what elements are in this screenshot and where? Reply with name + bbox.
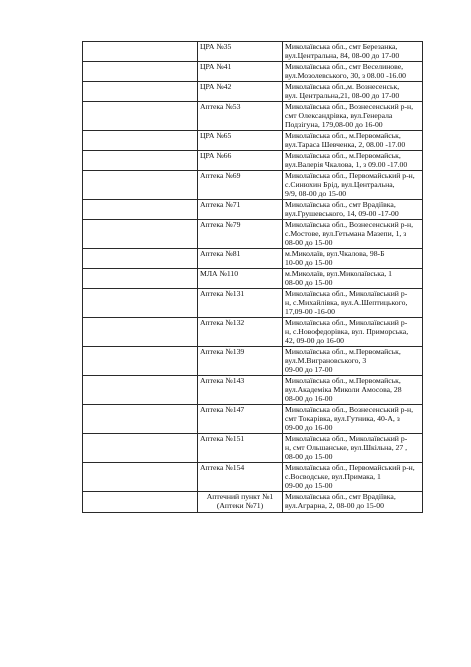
address-line: н, с.Михайлівка, вул.А.Шептицького, [285, 298, 408, 308]
address-line: м.Миколаїв, вул.Чкалова, 98-Б [285, 249, 385, 258]
number-cell [83, 269, 198, 289]
pharmacy-name: Аптека №143 [200, 376, 245, 385]
pharmacy-name: ЦРА №35 [200, 42, 232, 51]
number-cell [83, 82, 198, 102]
address-cell [283, 220, 423, 249]
address-line: с.Восводське, вул.Примака, 1 [285, 472, 381, 482]
table-row [83, 62, 423, 82]
address-line: Миколаївська обл., смт Веселинове, [285, 62, 404, 71]
pharmacy-name-cell [198, 269, 283, 289]
number-cell [83, 347, 198, 376]
address-line: вул.Центральна, 84, 08-00 до 17-00 [285, 51, 400, 61]
address-line: 9/9, 08-00 до 15-00 [285, 189, 347, 199]
address-line: смт Токарівка, вул.Гутника, 40-А, з [285, 414, 400, 424]
pharmacy-name: Аптека №81 [200, 249, 241, 258]
address-line: 08-00 до 15-00 [285, 278, 333, 288]
table-row [83, 151, 423, 171]
address-line: Миколаївська обл., м.Первомайськ, [285, 151, 401, 160]
address-line: Миколаївська обл., м.Первомайськ, [285, 376, 401, 385]
address-line: н, смт Ольшанське, вул.Шкільна, 27 , [285, 443, 408, 453]
address-line: вул.Академіка Миколи Амосова, 28 [285, 385, 402, 395]
pharmacy-name-cell [198, 318, 283, 347]
pharmacy-name: Аптека №132 [200, 318, 245, 327]
table-row [83, 42, 423, 62]
address-cell [283, 289, 423, 318]
table-row [83, 289, 423, 318]
number-cell [83, 151, 198, 171]
address-cell [283, 102, 423, 131]
pharmacy-name: Аптека №79 [200, 220, 241, 229]
number-cell [83, 62, 198, 82]
number-cell [83, 171, 198, 200]
address-cell [283, 269, 423, 289]
address-line: 17,09-00 -16-00 [285, 307, 335, 317]
address-line: Миколаївська обл., Миколаївський р- [285, 289, 408, 298]
pharmacy-name-cell [198, 347, 283, 376]
number-cell [83, 376, 198, 405]
pharmacy-name: Аптека №69 [200, 171, 241, 180]
address-line: вул.Грушевського, 14, 09-00 -17-00 [285, 209, 399, 219]
address-line: н, с.Новофедорівка, вул. Приморська, [285, 327, 409, 337]
number-cell [83, 42, 198, 62]
pharmacy-name: Аптека №147 [200, 405, 245, 414]
pharmacy-name-cell [198, 151, 283, 171]
address-line: Миколаївська обл., м.Первомайськ, [285, 131, 401, 140]
address-line: 09-00 до 16-00 [285, 423, 333, 433]
address-line: вул. Центральна,21, 08-00 до 17-00 [285, 91, 400, 101]
pharmacy-name-cell [198, 102, 283, 131]
address-line: Миколаївська обл.,м. Вознесенськ, [285, 82, 400, 91]
pharmacy-name: МЛА №110 [200, 269, 239, 278]
number-cell [83, 249, 198, 269]
number-cell [83, 463, 198, 492]
pharmacy-name: ЦРА №42 [200, 82, 232, 91]
number-cell [83, 434, 198, 463]
address-line: м.Миколаїв, вул.Миколаївська, 1 [285, 269, 392, 278]
address-line: 10-00 до 15-00 [285, 258, 333, 268]
number-cell [83, 492, 198, 513]
address-line: вул.Мозолевського, 30, з 08.00 -16.00 [285, 71, 407, 81]
pharmacy-name: ЦРА №65 [200, 131, 232, 140]
address-line: Миколаївська обл., Вознесенський р-н, [285, 405, 414, 414]
pharmacy-name-cell [198, 42, 283, 62]
table-row [83, 171, 423, 200]
pharmacy-name-cell [198, 376, 283, 405]
address-line: смт Олександрівка, вул.Генерала [285, 111, 393, 121]
address-line: Миколаївська обл., Миколаївський р- [285, 318, 408, 327]
pharmacy-name-cell [198, 131, 283, 151]
pharmacy-name: Аптечний пункт №1 (Аптеки №71) [206, 492, 274, 511]
number-cell [83, 289, 198, 318]
pharmacy-name-cell [198, 492, 283, 513]
address-line: 09-00 до 15-00 [285, 481, 333, 491]
address-cell [283, 463, 423, 492]
address-cell [283, 62, 423, 82]
number-cell [83, 200, 198, 220]
pharmacy-name: Аптека №71 [200, 200, 241, 209]
address-line: Миколаївська обл., м.Первомайськ, [285, 347, 401, 356]
table-row [83, 405, 423, 434]
number-cell [83, 102, 198, 131]
table-row [83, 492, 423, 513]
table-row [83, 82, 423, 102]
pharmacy-name: Аптека №154 [200, 463, 245, 472]
address-line: Миколаївська обл., Миколаївський р- [285, 434, 408, 443]
address-line: Миколаївська обл., смт Врадіївка, [285, 492, 396, 501]
pharmacy-name: Аптека №139 [200, 347, 245, 356]
address-line: Миколаївська обл., Вознесенський р-н, [285, 102, 414, 111]
pharmacy-table-body [83, 42, 423, 513]
table-row [83, 269, 423, 289]
address-cell [283, 347, 423, 376]
address-line: 09-00 до 17-00 [285, 365, 333, 375]
number-cell [83, 220, 198, 249]
number-cell [83, 131, 198, 151]
address-line: Миколаївська обл., Первомайський р-н, [285, 463, 415, 472]
pharmacy-name-cell [198, 220, 283, 249]
address-cell [283, 200, 423, 220]
address-cell [283, 376, 423, 405]
address-cell [283, 434, 423, 463]
pharmacy-name-cell [198, 434, 283, 463]
address-cell [283, 249, 423, 269]
pharmacy-name: Аптека №131 [200, 289, 245, 298]
address-line: вул.Аграрна, 2, 08-00 до 15-00 [285, 501, 384, 511]
address-cell [283, 151, 423, 171]
address-line: вул.Валерія Чкалова, 1, з 09.00 -17.00 [285, 160, 408, 170]
pharmacy-name-cell [198, 289, 283, 318]
address-line: вул.М.Виграновського, 3 [285, 356, 367, 366]
address-line: Миколаївська обл., Первомайський р-н, [285, 171, 415, 180]
table-row [83, 131, 423, 151]
number-cell [83, 405, 198, 434]
address-line: Миколаївська обл., смт Березанка, [285, 42, 398, 51]
number-cell [83, 318, 198, 347]
address-line: 08-00 до 15-00 [285, 238, 333, 248]
pharmacy-name-cell [198, 200, 283, 220]
address-line: 42, 09-00 до 16-00 [285, 336, 345, 346]
pharmacy-name: Аптека №53 [200, 102, 241, 111]
address-cell [283, 42, 423, 62]
address-line: с.Синюхин Брід, вул.Центральна, [285, 180, 395, 190]
pharmacy-name-cell [198, 171, 283, 200]
address-line: 08-00 до 15-00 [285, 452, 333, 462]
address-cell [283, 492, 423, 513]
address-line: 08-00 до 16-00 [285, 394, 333, 404]
address-line: Миколаївська обл., Вознесенський р-н, [285, 220, 414, 229]
pharmacy-table [82, 41, 423, 513]
address-line: вул.Тараса Шевченка, 2, 08.00 -17.00 [285, 140, 406, 150]
table-row [83, 220, 423, 249]
table-row [83, 347, 423, 376]
pharmacy-name: ЦРА №66 [200, 151, 232, 160]
table-row [83, 318, 423, 347]
address-cell [283, 171, 423, 200]
address-line: Подзігуна, 179,08-00 до 16-00 [285, 120, 383, 130]
address-line: с.Мостове, вул.Гетьмана Мазепи, 1, з [285, 229, 407, 239]
table-row [83, 376, 423, 405]
address-cell [283, 318, 423, 347]
pharmacy-name-cell [198, 249, 283, 269]
table-row [83, 463, 423, 492]
pharmacy-name-cell [198, 82, 283, 102]
address-cell [283, 82, 423, 102]
address-cell [283, 405, 423, 434]
table-row [83, 102, 423, 131]
table-row [83, 249, 423, 269]
table-row [83, 200, 423, 220]
pharmacy-name: Аптека №151 [200, 434, 245, 443]
pharmacy-name-cell [198, 405, 283, 434]
pharmacy-name-cell [198, 62, 283, 82]
address-line: Миколаївська обл., смт Врадіївка, [285, 200, 396, 209]
address-cell [283, 131, 423, 151]
pharmacy-name: ЦРА №41 [200, 62, 232, 71]
pharmacy-name-cell [198, 463, 283, 492]
table-row [83, 434, 423, 463]
